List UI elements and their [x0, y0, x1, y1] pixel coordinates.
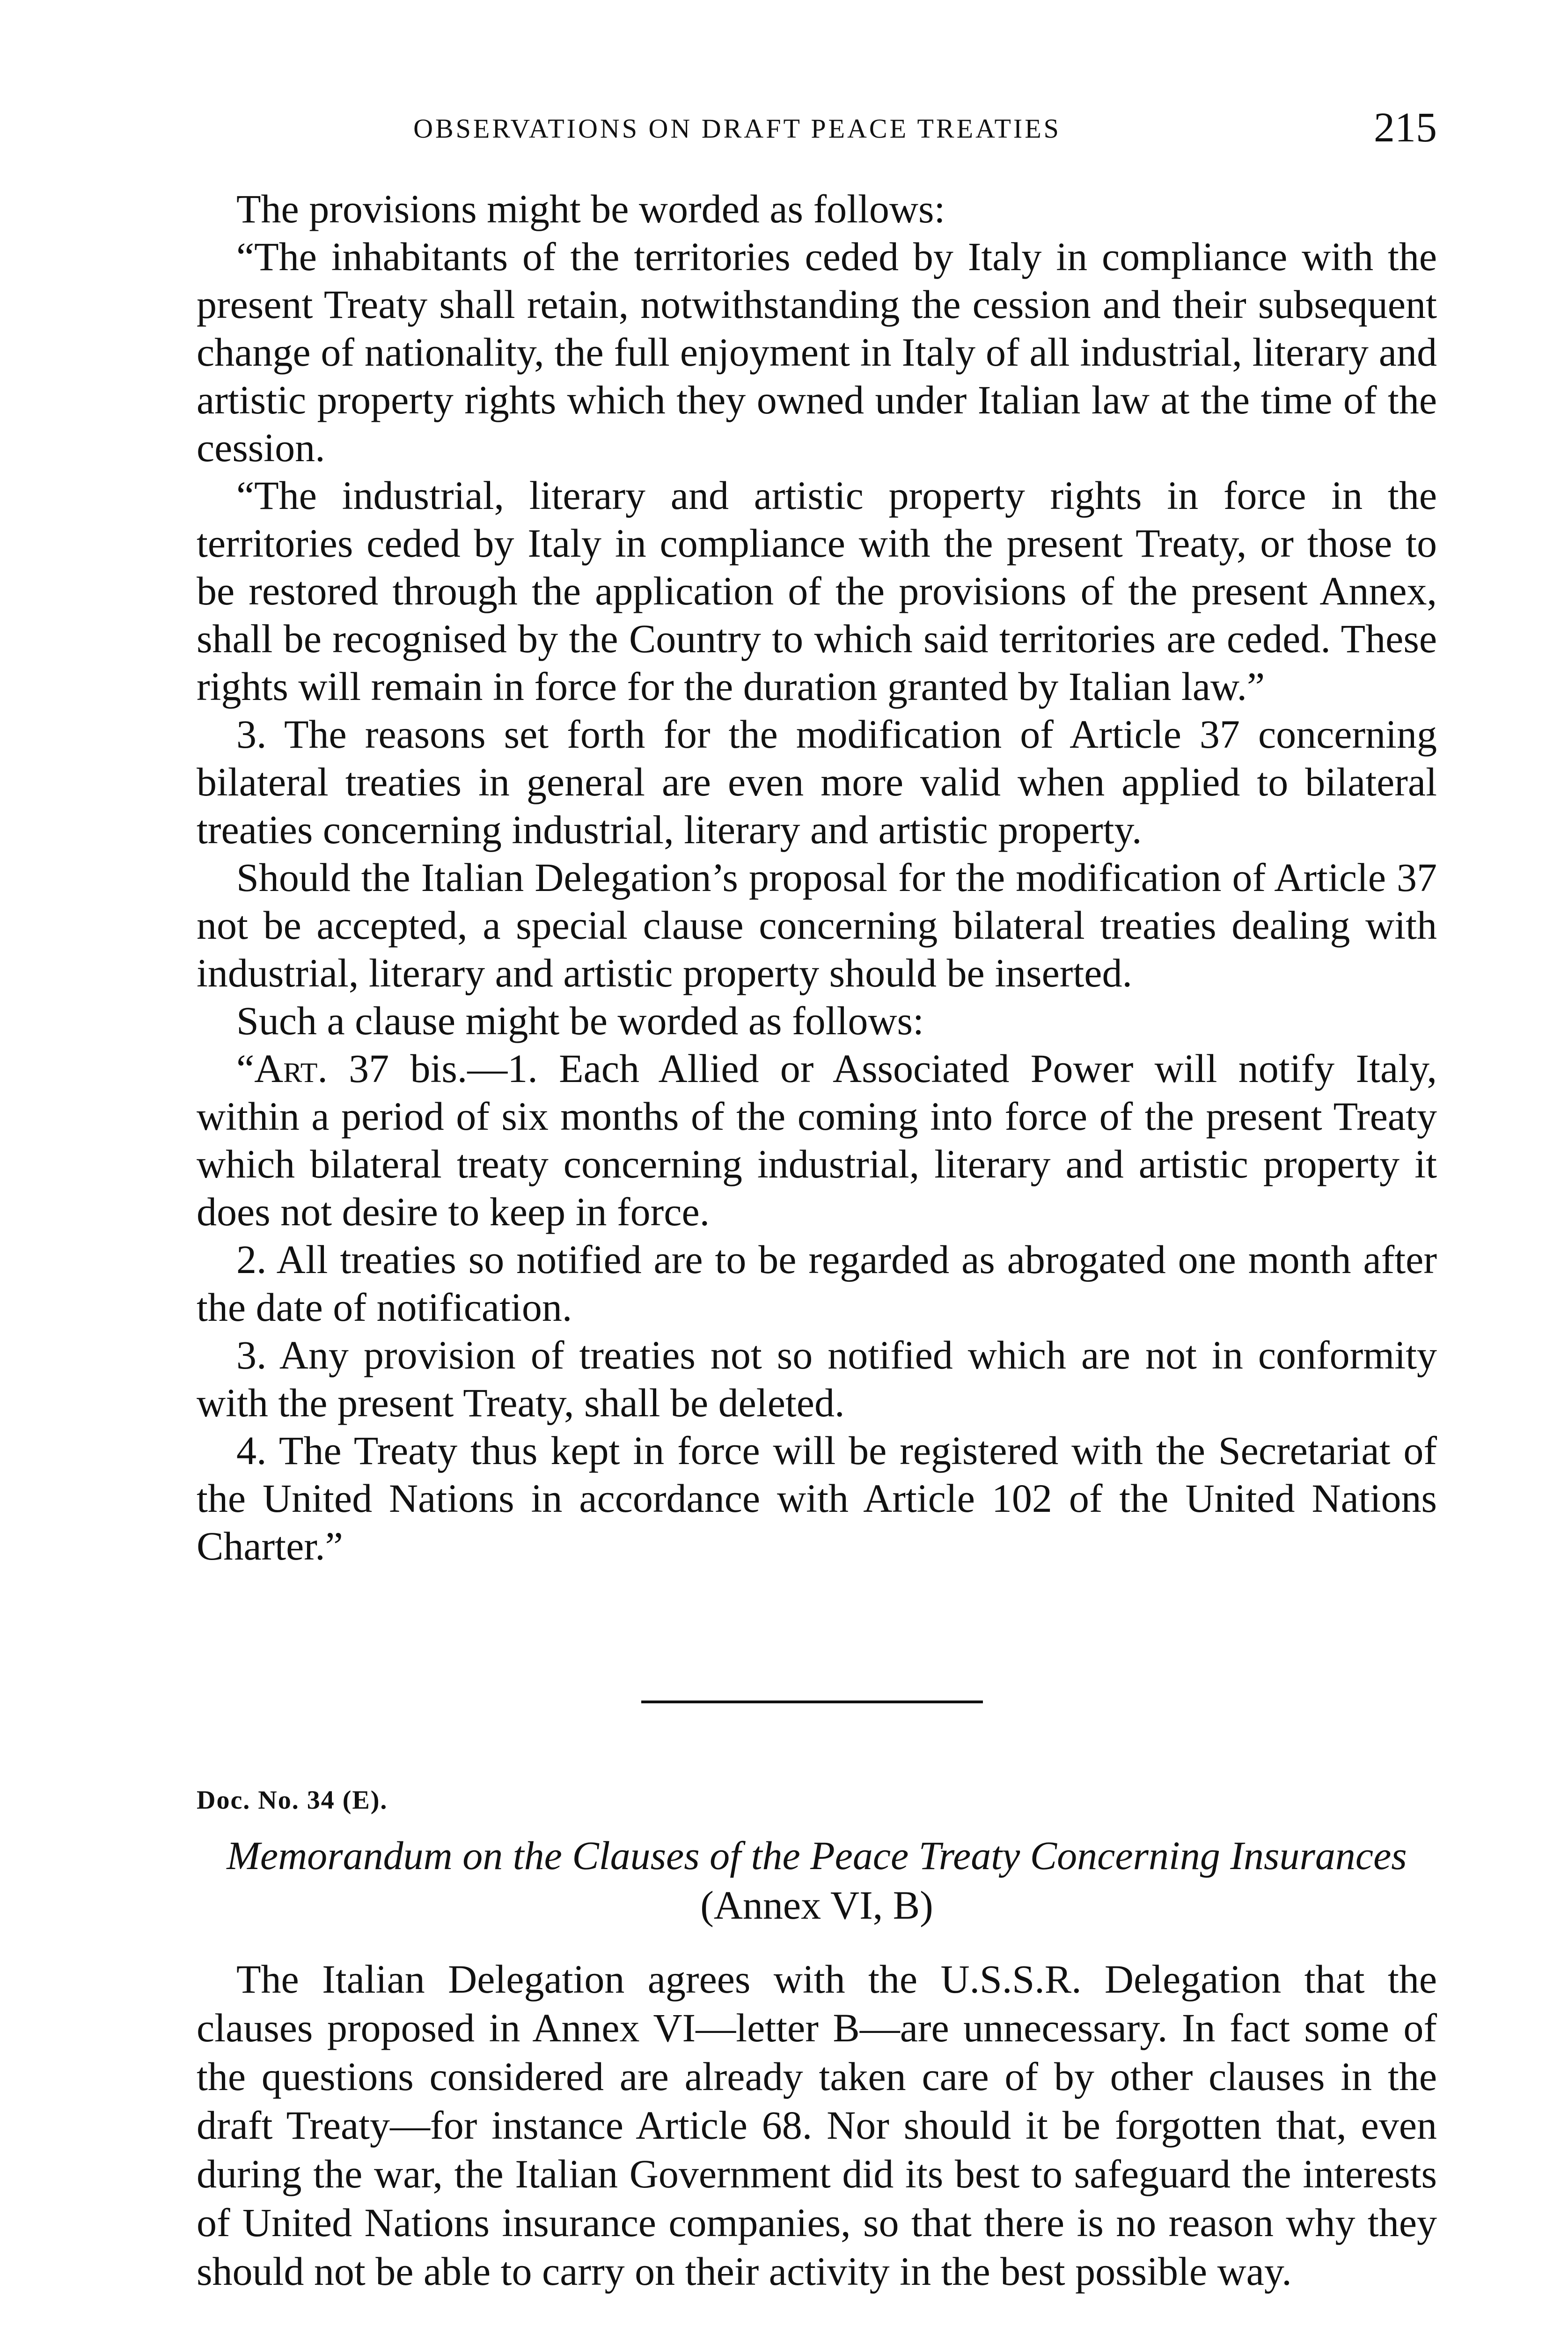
paragraph-point-3: 3. The reasons set forth for the modification of Article 37 concerning bilateral treaties in general are even more valid when applied to bilateral treaties concerning industrial, literary and artistic property. [197, 712, 1437, 852]
document-label: Doc. No. 34 (E). [197, 1786, 388, 1815]
article-text: 37 bis.—1. Each Allied or Associated Power will notify Italy, within a period of six months of the coming into force of the present Treaty which bilateral treaty concerning industrial, literary and artistic property it does not desire to keep in force. [197, 1046, 1437, 1234]
paragraph-quoted-provision-2: “The industrial, literary and artistic property rights in force in the territories ceded by Italy in compliance with the present Treaty, or those to be restored through the application of the provisions of the present Annex, shall be recognised by the Country to which said territories are ceded. These rights will remain in force for the duration granted by Italian law.” [197, 473, 1437, 709]
memorandum-title-italic: Memorandum on the Clauses of the Peace Treaty Concerning Insurances [227, 1833, 1407, 1878]
article-lead: “Art. [236, 1046, 328, 1091]
section-divider [641, 1701, 983, 1703]
memorandum-title [197, 1831, 1437, 1930]
running-head [197, 102, 1437, 154]
memorandum-title-annex: (Annex VI, B) [700, 1883, 933, 1928]
paragraph-article-37-bis [197, 1045, 1437, 1236]
paragraph-clause-intro: Such a clause might be worded as follows: [236, 998, 924, 1043]
running-title: OBSERVATIONS ON DRAFT PEACE TREATIES [413, 113, 1061, 144]
paragraph-intro: The provisions might be worded as follows: [236, 186, 945, 231]
memorandum-text [197, 1955, 1437, 2296]
page-number: 215 [1374, 104, 1437, 151]
paragraph-special-clause: Should the Italian Delegation’s proposal for the modification of Article 37 not be accepted, a special clause concerning bilateral treaties dealing with industrial, literary and artistic property should be inserted. [197, 855, 1437, 995]
paragraph-article-item-3: 3. Any provision of treaties not so notified which are not in conformity with the present Treaty, shall be deleted. [197, 1332, 1437, 1425]
paragraph-article-item-2: 2. All treaties so notified are to be regarded as abrogated one month after the date of notification. [197, 1237, 1437, 1330]
paragraph-quoted-provision-1: “The inhabitants of the territories ceded by Italy in compliance with the present Treaty shall retain, notwithstanding the cession and their subsequent change of nationality, the full enjoyment in Italy of all industrial, literary and artistic property rights which they owned under Italian law at the time of the cession. [197, 234, 1437, 470]
memorandum-paragraph: The Italian Delegation agrees with the U.S.S.R. Delegation that the clauses proposed in Annex VI—letter B—are unnecessary. In fact some of the questions considered are already taken care of by other clauses in the draft Treaty—for instance Article 68. Nor should it be forgotten that, even during the war, the Italian Government did its best to safeguard the interests of United Nations insurance companies, so that there is no reason why they should not be able to carry on their activity in the best possible way. [197, 1957, 1437, 2294]
main-text [197, 185, 1437, 1570]
paragraph-article-item-4: 4. The Treaty thus kept in force will be registered with the Secretariat of the United Nations in accordance with Article 102 of the United Nations Charter.” [197, 1428, 1437, 1568]
